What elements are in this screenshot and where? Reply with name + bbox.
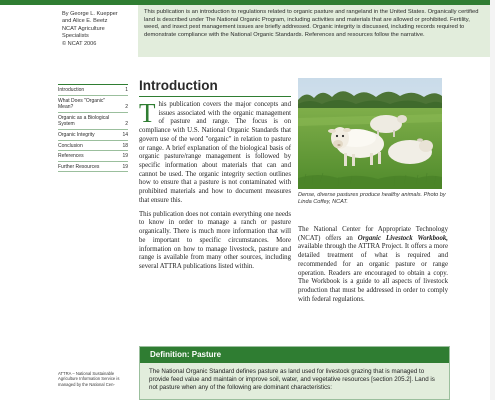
toc-item-title: Organic as a Biological System xyxy=(58,114,110,128)
author-line: NCAT Agriculture xyxy=(62,25,105,32)
abstract-box: This publication is an introduction to regulations related to organic pasture and rangeland in the United States. Organically certified land is described under The National Organic Program, including activities and materials that are allowed or prohibited. Fertility, weed, and insect pest management issues are briefly addressed. Organic integrity is discussed, including records required to demonstrate compliance with the National Organic Standards. References and resources follow the narrative. xyxy=(138,5,490,57)
intro-paragraph-text: his publication covers the major concepts and issues associated with the organic management of pasture and range. The focus is on compliance with U.S. National Organic Standards that govern use of the word "organic" in relation to pasture or range. A brief explanation of the biological basis of organic pasture/range management is followed by specific information about materials that can and cannot be used. The organic integrity section outlines how to ensure that a pasture is not contaminated with prohibited materials and how to document measures that ensure this. xyxy=(139,101,291,204)
section-heading: Introduction xyxy=(139,78,218,93)
attra-footnote: ATTRA – National Sustainable Agriculture Information Service is managed by the National Cen- xyxy=(58,371,120,387)
intro-paragraph xyxy=(139,98,291,206)
heading-rule xyxy=(139,96,291,97)
toc-item[interactable] xyxy=(58,130,128,141)
copyright-line: © NCAT 2006 xyxy=(62,40,97,47)
toc-item-page: 2 xyxy=(125,104,128,111)
definition-heading: Definition: Pasture xyxy=(140,347,449,363)
author-line: Specialists xyxy=(62,33,89,40)
toc-item[interactable] xyxy=(58,96,128,113)
toc-item[interactable] xyxy=(58,141,128,152)
definition-box xyxy=(139,346,450,400)
toc-item-title: Organic Integrity xyxy=(58,131,95,138)
toc-item[interactable] xyxy=(58,151,128,162)
toc-item-title: References xyxy=(58,153,84,160)
workbook-text: The National Center for Appropriate Technology (NCAT) offers an xyxy=(298,226,448,242)
workbook-title[interactable]: Organic Livestock Workbook, xyxy=(357,234,448,242)
table-of-contents xyxy=(58,84,128,172)
sheep-pasture-photo xyxy=(298,78,442,189)
definition-text: The National Organic Standard defines pasture as land used for livestock grazing that is managed to provide feed value and maintain or improve soil, water, and vegetative resources [section 205.2]. Land is not pasture when any of the following are dominant characteristics: xyxy=(149,368,435,391)
toc-item-page: 14 xyxy=(122,131,128,138)
left-sidebar xyxy=(0,5,128,400)
toc-item-title: Introduction xyxy=(58,87,85,93)
toc-item-page: 18 xyxy=(122,142,128,149)
toc-item[interactable] xyxy=(58,162,128,173)
page-edge xyxy=(490,0,495,400)
intro-paragraph: This publication does not contain everything one needs to know in order to manage a ranch or pasture organically. There is much more information that will be important to specific circumstances. More information on how to manage livestock, pasture and range is available from many other sources, including several ATTRA publications listed within. xyxy=(139,210,291,270)
toc-item-page: 1 xyxy=(125,87,128,93)
toc-item-title: What Does "Organic" Mean? xyxy=(58,97,106,111)
toc-item-page: 2 xyxy=(125,121,128,128)
toc-item[interactable] xyxy=(58,85,128,96)
intro-column xyxy=(139,98,291,277)
toc-item[interactable] xyxy=(58,113,128,130)
workbook-text: available through the ATTRA Project. It offers a more detailed treatment of what is required and recommended for an organic pasture or range operation. Readers are encouraged to obtain a copy. The Workbook is a guide to all aspects of livestock production that must be addressed in order to comply with federal regulations. xyxy=(298,243,448,303)
author-block xyxy=(62,11,132,48)
author-line: and Alice E. Beetz xyxy=(62,18,108,25)
drop-cap: T xyxy=(139,98,156,128)
toc-item-page: 19 xyxy=(122,163,128,170)
author-line: By George L. Kuepper xyxy=(62,11,118,17)
toc-item-title: Further Resources xyxy=(58,163,100,170)
toc-item-title: Conclusion xyxy=(58,142,83,149)
photo-caption: Dense, diverse pastures produce healthy animals. Photo by Linda Coffey, NCAT. xyxy=(298,192,446,206)
toc-item-page: 19 xyxy=(122,153,128,160)
workbook-paragraph xyxy=(298,226,448,304)
